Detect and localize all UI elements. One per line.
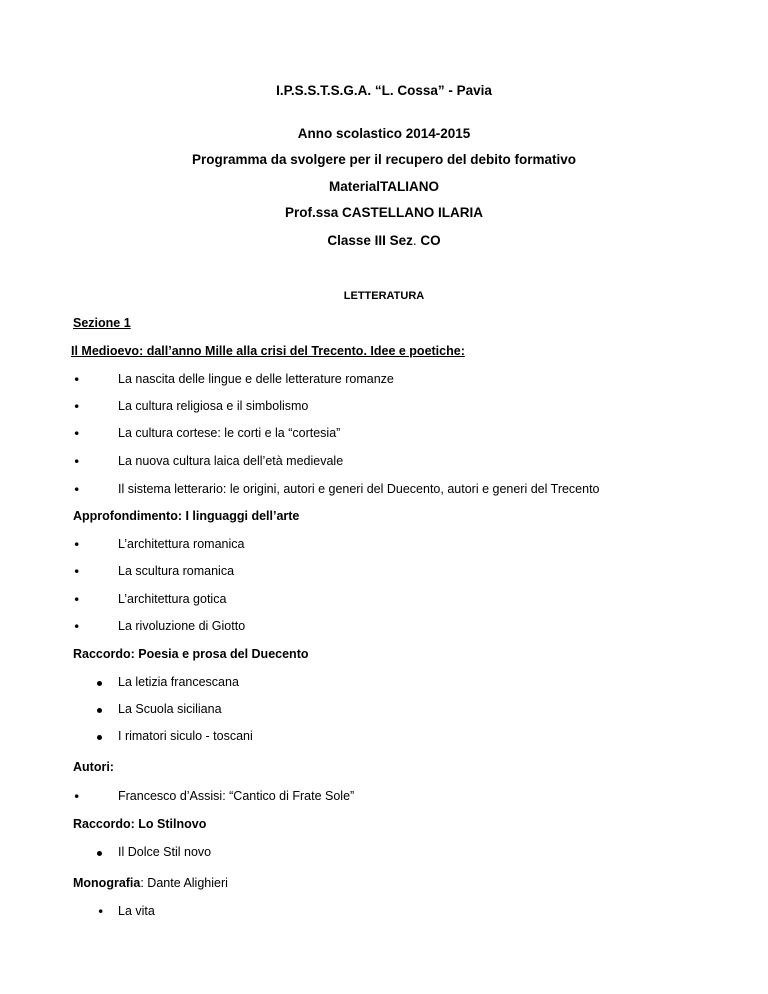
list-item: L’architettura romanica [118, 537, 245, 551]
bullet-icon: • [73, 399, 81, 414]
list-item: La Scuola siciliana [118, 702, 222, 716]
list-item: La cultura cortese: le corti e la “cortesia” [118, 426, 341, 440]
class-dot: . [412, 233, 417, 248]
list-item: La letizia francescana [118, 675, 239, 689]
bullet-icon: • [73, 537, 81, 552]
list-item: La nuova cultura laica dell’età medievale [118, 454, 344, 468]
bullet-icon: • [73, 789, 81, 804]
list-item: La rivoluzione di Giotto [118, 619, 246, 633]
bullet-icon: • [73, 619, 81, 634]
duecento-heading: Raccordo: Poesia e prosa del Duecento [73, 647, 309, 661]
list-item: Il Dolce Stil novo [118, 845, 212, 859]
arte-heading: Approfondimento: I linguaggi dell’arte [73, 509, 300, 523]
bullet-icon [97, 681, 102, 686]
bullet-icon [97, 708, 102, 713]
school-name: I.P.S.S.T.S.G.A. “L. Cossa” - Pavia [276, 83, 492, 98]
list-item: Il sistema letterario: le origini, autori e generi del Duecento, autori e generi del Trecento [118, 482, 600, 496]
class-prefix: Classe III Sez [327, 233, 413, 248]
bullet-icon [97, 735, 102, 740]
bullet-icon [97, 851, 102, 856]
bullet-icon: • [73, 482, 81, 497]
list-item: La cultura religiosa e il simbolismo [118, 399, 309, 413]
medioevo-heading: Il Medioevo: dall’anno Mille alla crisi del Trecento. Idee e poetiche: [71, 344, 465, 358]
list-item: La vita [118, 904, 155, 918]
list-item: La scultura romanica [118, 564, 235, 578]
list-item: La nascita delle lingue e delle letterature romanze [118, 372, 394, 386]
section-title: LETTERATURA [343, 290, 425, 302]
program-title: Programma da svolgere per il recupero del debito formativo [191, 152, 577, 167]
sezione-heading: Sezione 1 [73, 316, 131, 330]
bullet-icon: • [73, 564, 81, 579]
monografia-label: Monografia [73, 876, 141, 890]
school-year: Anno scolastico 2014-2015 [297, 126, 471, 141]
class-info [0, 233, 768, 248]
stilnovo-heading: Raccordo: Lo Stilnovo [73, 817, 207, 831]
subject-name: MaterialTALIANO [328, 179, 439, 194]
list-item: Francesco d’Assisi: “Cantico di Frate Sole” [118, 789, 355, 803]
bullet-icon: • [97, 904, 105, 919]
list-item: I rimatori siculo - toscani [118, 729, 253, 743]
bullet-icon: • [73, 372, 81, 387]
monografia-heading [73, 876, 228, 890]
bullet-icon: • [73, 454, 81, 469]
bullet-icon: • [73, 592, 81, 607]
class-suffix: CO [416, 233, 441, 248]
teacher-name: Prof.ssa CASTELLANO ILARIA [284, 205, 484, 220]
monografia-rest: : Dante Alighieri [140, 876, 228, 890]
bullet-icon: • [73, 426, 81, 441]
autori-heading: Autori: [73, 760, 114, 774]
list-item: L’architettura gotica [118, 592, 227, 606]
